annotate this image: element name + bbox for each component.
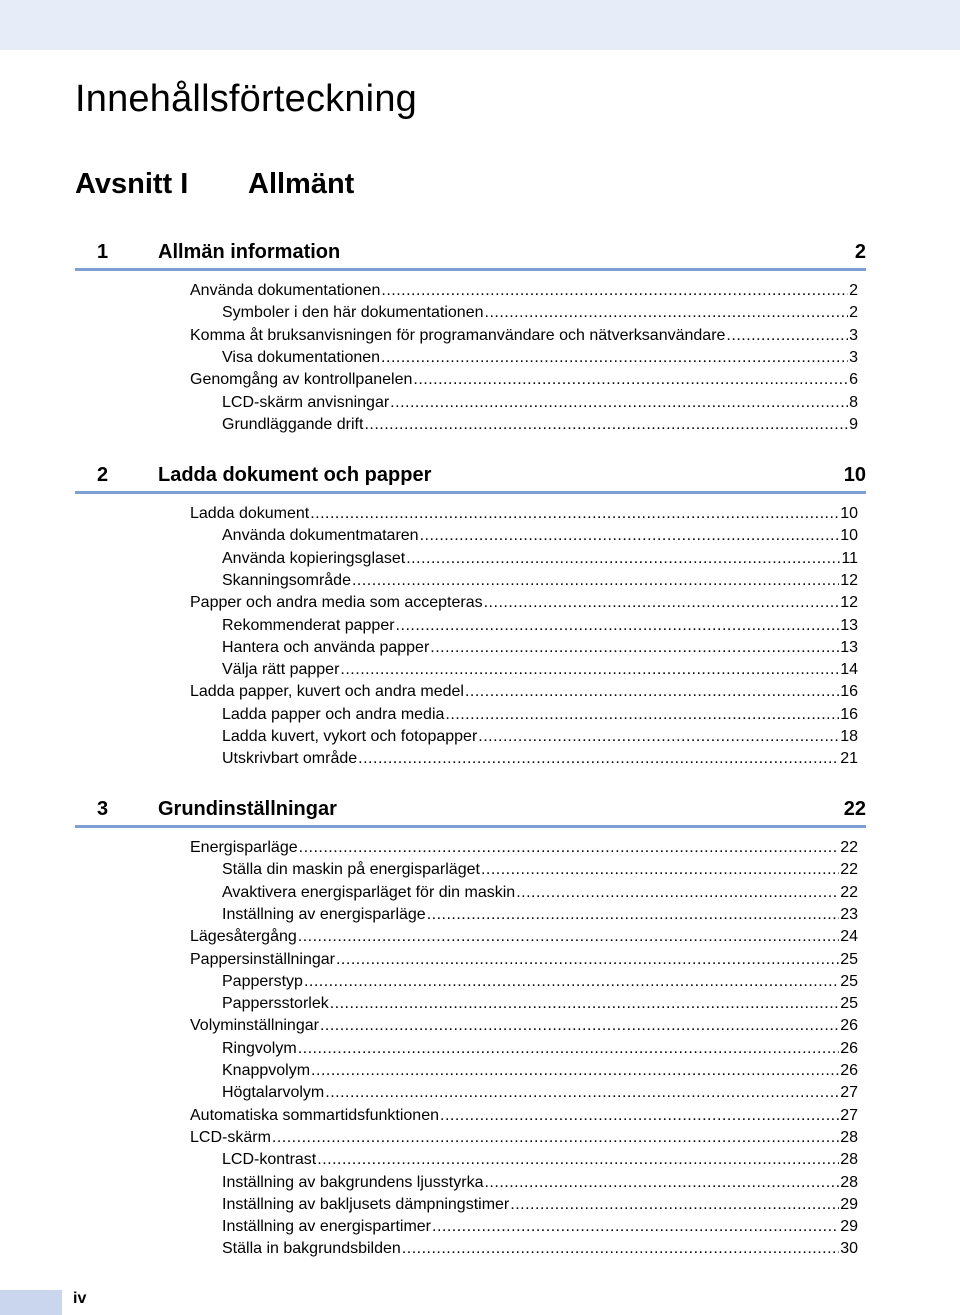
toc-entry-page: 18 [840,728,858,745]
toc-entry-label: Använda dokumentationen [190,282,381,299]
toc-entry-page: 16 [840,705,858,723]
dot-leader [406,549,840,569]
dot-leader [510,1195,839,1215]
toc-entry-label: Inställning av bakgrundens ljusstyrka [222,1173,484,1191]
toc-entry-label: Avaktivera energisparläget för din maskin [222,883,516,901]
toc-entry-page: 12 [840,571,858,589]
toc-entry-page: 21 [840,750,858,768]
toc-entry[interactable] [222,972,858,992]
toc-entry-page: 25 [840,950,858,968]
toc-entry-page: 16 [840,683,858,701]
section-name: Allmänt [248,168,355,200]
toc-entry-page: 26 [840,1062,858,1079]
dot-leader [299,838,840,858]
toc-entry-label: LCD-skärm [190,1128,271,1146]
toc-entry-label: Pappersstorlek [222,995,329,1013]
dot-leader [481,860,839,880]
toc-entry-label: Inställning av energisparläge [222,905,426,923]
toc-entry-page: 6 [849,371,858,389]
toc-entry-label: Ladda papper och andra media [222,705,445,723]
dot-leader [478,727,839,747]
toc-entry[interactable] [190,1106,858,1126]
chapter-number: 2 [97,464,109,486]
dot-leader [381,348,848,368]
toc-entry-label: Skanningsområde [222,571,351,589]
toc-entry-label: Knappvolym [222,1062,311,1079]
toc-entry[interactable] [222,660,858,680]
toc-entry-page: 28 [840,1173,858,1191]
toc-entry[interactable] [222,1039,858,1059]
dot-leader [484,1173,839,1193]
dot-leader [413,370,848,390]
dot-leader [381,281,848,301]
toc-entry-label: Volyminställningar [190,1017,319,1035]
toc-entry[interactable] [222,526,858,546]
toc-entry[interactable] [222,571,858,591]
toc-entry-page: 28 [840,1151,858,1169]
toc-entry-label: Inställning av bakljusets dämpningstimer [222,1195,510,1213]
dot-leader [340,660,839,680]
toc-entry[interactable] [222,616,858,636]
toc-entry-label: Grundläggande drift [222,415,364,433]
toc-entry-page: 22 [840,861,858,879]
toc-entry[interactable] [222,348,858,368]
dot-leader [396,616,840,636]
footer-band [0,1290,62,1315]
toc-entry[interactable] [190,1128,858,1148]
toc-entry[interactable] [190,326,858,346]
toc-entry[interactable] [222,749,858,769]
toc-entry-page: 29 [840,1218,858,1236]
dot-leader [317,1150,839,1170]
toc-entry[interactable] [190,838,858,858]
chapter-heading[interactable] [75,238,866,271]
toc-entry[interactable] [190,927,858,947]
toc-entry-page: 27 [840,1106,858,1124]
toc-entry-page: 27 [840,1084,858,1102]
toc-entry[interactable] [190,281,858,301]
toc-entry-label: Ladda dokument [190,505,310,522]
dot-leader [320,1016,839,1036]
toc-entry-label: Pappersinställningar [190,950,335,968]
toc-entry-label: Energisparläge [190,839,298,856]
toc-entry[interactable] [222,638,858,658]
dot-leader [440,1106,839,1126]
toc-entry-page: 13 [840,616,858,634]
toc-entry-label: Inställning av energispartimer [222,1218,431,1236]
toc-entry-label: Ställa din maskin på energisparläget [222,861,480,879]
dot-leader [310,504,839,524]
toc-entry-label: Papperstyp [222,972,303,990]
toc-entry-page: 12 [840,594,858,612]
toc-entry-label: Välja rätt papper [222,661,340,679]
section-number: Avsnitt I [75,168,189,200]
dot-leader [427,905,840,925]
toc-entry-page: 26 [840,1039,858,1057]
dot-leader [390,393,848,413]
toc-entry[interactable] [222,393,858,413]
toc-entry[interactable] [222,1195,858,1215]
toc-entry-page: 30 [840,1240,858,1258]
dot-leader [330,994,839,1014]
toc-entry[interactable] [190,370,858,390]
toc-entry-label: Högtalarvolym [222,1084,325,1102]
toc-entry[interactable] [222,994,858,1014]
toc-entry-label: Använda kopieringsglaset [222,549,406,567]
header-band [0,0,960,50]
toc-entry-page: 9 [849,415,858,433]
toc-entry[interactable] [222,860,858,880]
toc-entry[interactable] [222,705,858,725]
toc-entry-page: 10 [840,505,858,522]
toc-entry-page: 25 [840,972,858,990]
page-number: iv [73,1290,87,1307]
toc-entry[interactable] [222,727,858,747]
toc-entry[interactable] [222,1061,858,1081]
dot-leader [430,638,839,658]
chapter-page: 2 [854,241,866,263]
dot-leader [432,1217,839,1237]
dot-leader [516,883,839,903]
toc-entry-label: Papper och andra media som accepteras [190,594,483,612]
dot-leader [352,571,839,591]
toc-entry-label: Automatiska sommartidsfunktionen [190,1106,439,1124]
dot-leader [298,1039,840,1059]
chapter-title: Grundinställningar [158,798,337,820]
toc-entry[interactable] [222,1173,858,1193]
toc-entry[interactable] [222,1083,858,1103]
dot-leader [358,749,839,769]
toc-entry-page: 28 [840,1128,858,1146]
dot-leader [298,927,839,947]
toc-entry-page: 14 [840,661,858,679]
toc-entry-page: 23 [840,905,858,923]
toc-entry-label: Ställa in bakgrundsbilden [222,1240,401,1258]
toc-entry[interactable] [222,415,858,435]
toc-entry[interactable] [222,1150,858,1170]
toc-entry[interactable] [222,883,858,903]
toc-entry-page: 11 [841,549,858,567]
chapter-title: Ladda dokument och papper [158,464,432,486]
toc-entry[interactable] [190,504,858,524]
dot-leader [445,705,839,725]
dot-leader [484,593,840,613]
toc-entry-page: 2 [849,282,858,299]
toc-entry-page: 13 [840,638,858,656]
toc-entry-page: 25 [840,995,858,1013]
toc-entry-page: 22 [840,839,858,856]
toc-entry-page: 22 [840,883,858,901]
toc-entry[interactable] [190,1016,858,1036]
chapter-heading[interactable] [75,795,866,828]
toc-entry[interactable] [222,1239,858,1259]
toc-entry-page: 3 [849,348,858,366]
dot-leader [485,303,849,323]
chapter-heading[interactable] [75,461,866,494]
toc-entry-label: Visa dokumentationen [222,348,381,366]
toc-entry-label: Ringvolym [222,1039,297,1057]
toc-entry-label: Genomgång av kontrollpanelen [190,371,413,389]
dot-leader [402,1239,839,1259]
dot-leader [304,972,839,992]
chapter-number: 3 [97,798,109,820]
toc-entry-label: LCD-kontrast [222,1151,317,1169]
toc-entry[interactable] [222,1217,858,1237]
dot-leader [311,1061,839,1081]
toc-entry[interactable] [222,549,858,569]
toc-entry-label: Ladda papper, kuvert och andra medel [190,683,464,701]
toc-entry-label: Ladda kuvert, vykort och fotopapper [222,728,478,745]
chapter-page: 10 [843,464,866,486]
toc-entry-page: 3 [849,326,858,344]
chapter-title: Allmän information [158,241,341,263]
toc-entry-page: 29 [840,1195,858,1213]
toc-entry[interactable] [222,905,858,925]
toc-entry-page: 26 [840,1017,858,1035]
toc-entry[interactable] [190,682,858,702]
toc-entry[interactable] [190,593,858,613]
toc-entry-label: Använda dokumentmataren [222,527,419,545]
chapter-page: 22 [843,798,866,820]
toc-entry-label: Lägesåtergång [190,928,297,946]
dot-leader [465,682,839,702]
toc-entry-label: Symboler i den här dokumentationen [222,304,484,322]
toc-entry-page: 10 [840,527,858,545]
dot-leader [325,1083,839,1103]
toc-entry[interactable] [190,950,858,970]
toc-entry-label: Rekommenderat papper [222,616,395,634]
dot-leader [364,415,848,435]
dot-leader [726,326,848,346]
toc-entry-label: Komma åt bruksanvisningen för programanvändare och nätverksanvändare [190,326,726,344]
toc-entry-page: 8 [849,393,858,411]
chapter-number: 1 [97,241,109,263]
dot-leader [272,1128,839,1148]
toc-entry-label: LCD-skärm anvisningar [222,393,390,411]
toc-entry[interactable] [222,303,858,323]
toc-entry-label: Utskrivbart område [222,750,358,768]
toc-entry-page: 24 [840,928,858,946]
toc-entry-page: 2 [849,304,858,322]
page-title: Innehållsförteckning [75,78,417,120]
toc-entry-label: Hantera och använda papper [222,638,430,656]
dot-leader [420,526,840,546]
dot-leader [336,950,839,970]
